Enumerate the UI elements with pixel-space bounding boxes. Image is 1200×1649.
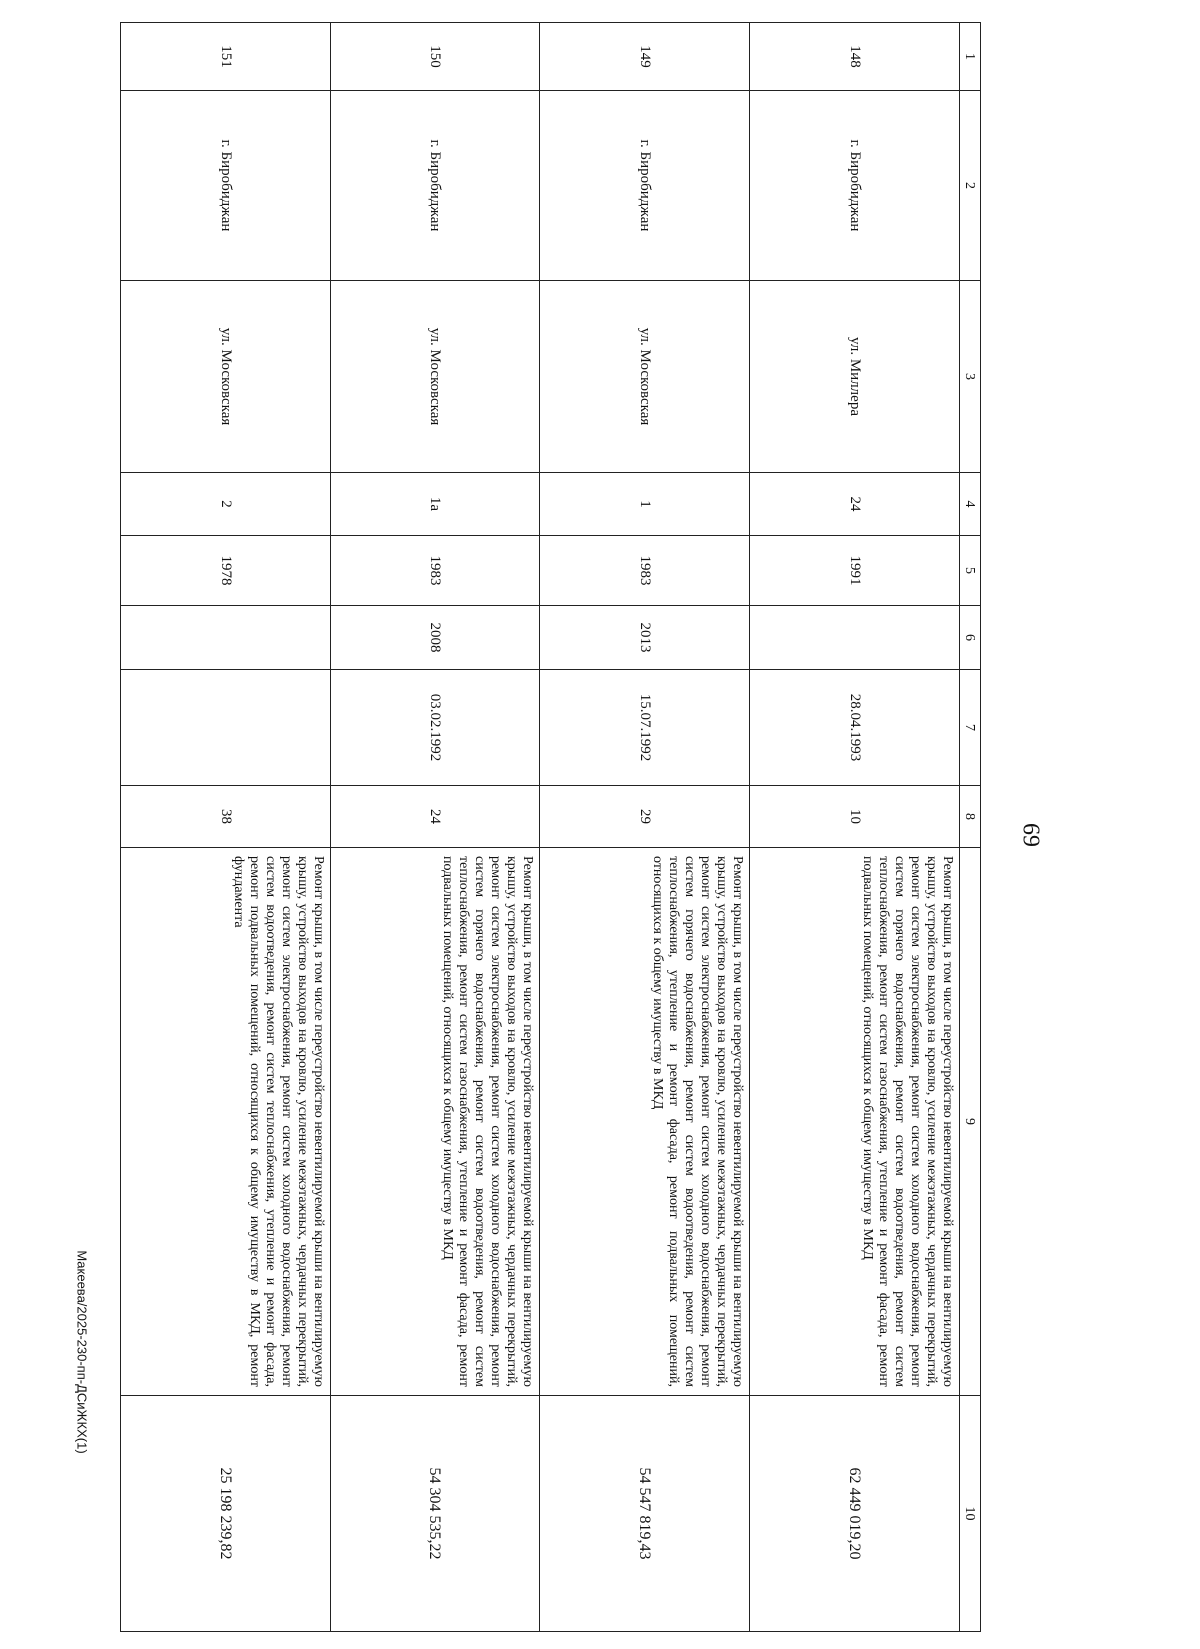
year-repair-cell [749,606,959,670]
year-built-cell: 1983 [540,536,750,606]
city-cell: г. Биробиджан [749,91,959,281]
street-cell: ул. Московская [121,281,331,473]
column-numbers-row [959,23,980,1632]
register-table-wrapper [120,22,981,1631]
house-cell: 24 [749,473,959,536]
date-cell: 03.02.1992 [330,670,540,786]
house-cell: 2 [121,473,331,536]
year-repair-cell [121,606,331,670]
works-cell: Ремонт крыши, в том числе переустройство невентилируемой крыши на вентилируемую крышу, устройство выходов на кровлю, усиление межэтажных, чердачных перекрытий, ремонт систем электроснабжения, ремонт систем холодного водоснабжения, ремонт систем горячего водоснабжения, ремонт систем водоотведения, ремонт систем теплоснабжения, утепление и ремонт фасада, ремонт подвальных помещений, относящихся к общему имуществу в МКД [540,848,750,1396]
year-built-cell: 1983 [330,536,540,606]
page-number: 69 [1017,823,1044,847]
cost-cell: 54 547 819,43 [540,1396,750,1632]
column-number: 6 [959,606,980,670]
date-cell: 28.04.1993 [749,670,959,786]
column-number: 5 [959,536,980,606]
city-cell: г. Биробиджан [330,91,540,281]
house-cell: 1 [540,473,750,536]
register-table [120,22,981,1632]
works-cell: Ремонт крыши, в том числе переустройство невентилируемой крыши на вентилируемую крышу, устройство выходов на кровлю, усиление межэтажных, чердачных перекрытий, ремонт систем электроснабжения, ремонт систем холодного водоснабжения, ремонт систем горячего водоснабжения, ремонт систем водоотведения, ремонт систем теплоснабжения, ремонт систем газоснабжения, утепление и ремонт фасада, ремонт подвальных помещений, относящихся к общему имуществу в МКД [330,848,540,1396]
city-cell: г. Биробиджан [540,91,750,281]
row-number: 149 [540,23,750,91]
works-cell: Ремонт крыши, в том числе переустройство невентилируемой крыши на вентилируемую крышу, устройство выходов на кровлю, усиление межэтажных, чердачных перекрытий, ремонт систем электроснабжения, ремонт систем холодного водоснабжения, ремонт систем водоотведения, ремонт систем теплоснабжения, утепление и ремонт фасада, ремонт подвальных помещений, относящихся к общему имуществу в МКД, ремонт фундамента [121,848,331,1396]
table-row [121,23,331,1632]
cost-cell: 62 449 019,20 [749,1396,959,1632]
document-footer: Макеева/2025-230-пп-ДСиЖКХ(1) [74,1250,90,1454]
column-number: 7 [959,670,980,786]
row-number: 151 [121,23,331,91]
street-cell: ул. Московская [330,281,540,473]
year-built-cell: 1991 [749,536,959,606]
date-cell [121,670,331,786]
year-repair-cell: 2013 [540,606,750,670]
column-number: 2 [959,91,980,281]
column-number: 8 [959,786,980,848]
count-cell: 24 [330,786,540,848]
date-cell: 15.07.1992 [540,670,750,786]
year-repair-cell: 2008 [330,606,540,670]
works-cell: Ремонт крыши, в том числе переустройство невентилируемой крыши на вентилируемую крышу, устройство выходов на кровлю, усиление межэтажных, чердачных перекрытий, ремонт систем электроснабжения, ремонт систем холодного водоснабжения, ремонт систем горячего водоснабжения, ремонт систем водоотведения, ремонт систем теплоснабжения, ремонт систем газоснабжения, утепление и ремонт фасада, ремонт подвальных помещений, относящихся к общему имуществу в МКД [749,848,959,1396]
count-cell: 29 [540,786,750,848]
column-number: 1 [959,23,980,91]
house-cell: 1а [330,473,540,536]
column-number: 3 [959,281,980,473]
street-cell: ул. Московская [540,281,750,473]
cost-cell: 54 304 535,22 [330,1396,540,1632]
cost-cell: 25 198 239,82 [121,1396,331,1632]
column-number: 9 [959,848,980,1396]
column-number: 10 [959,1396,980,1632]
table-row [540,23,750,1632]
city-cell: г. Биробиджан [121,91,331,281]
table-row [330,23,540,1632]
column-number: 4 [959,473,980,536]
count-cell: 38 [121,786,331,848]
count-cell: 10 [749,786,959,848]
row-number: 148 [749,23,959,91]
row-number: 150 [330,23,540,91]
year-built-cell: 1978 [121,536,331,606]
table-row [749,23,959,1632]
street-cell: ул. Миллера [749,281,959,473]
